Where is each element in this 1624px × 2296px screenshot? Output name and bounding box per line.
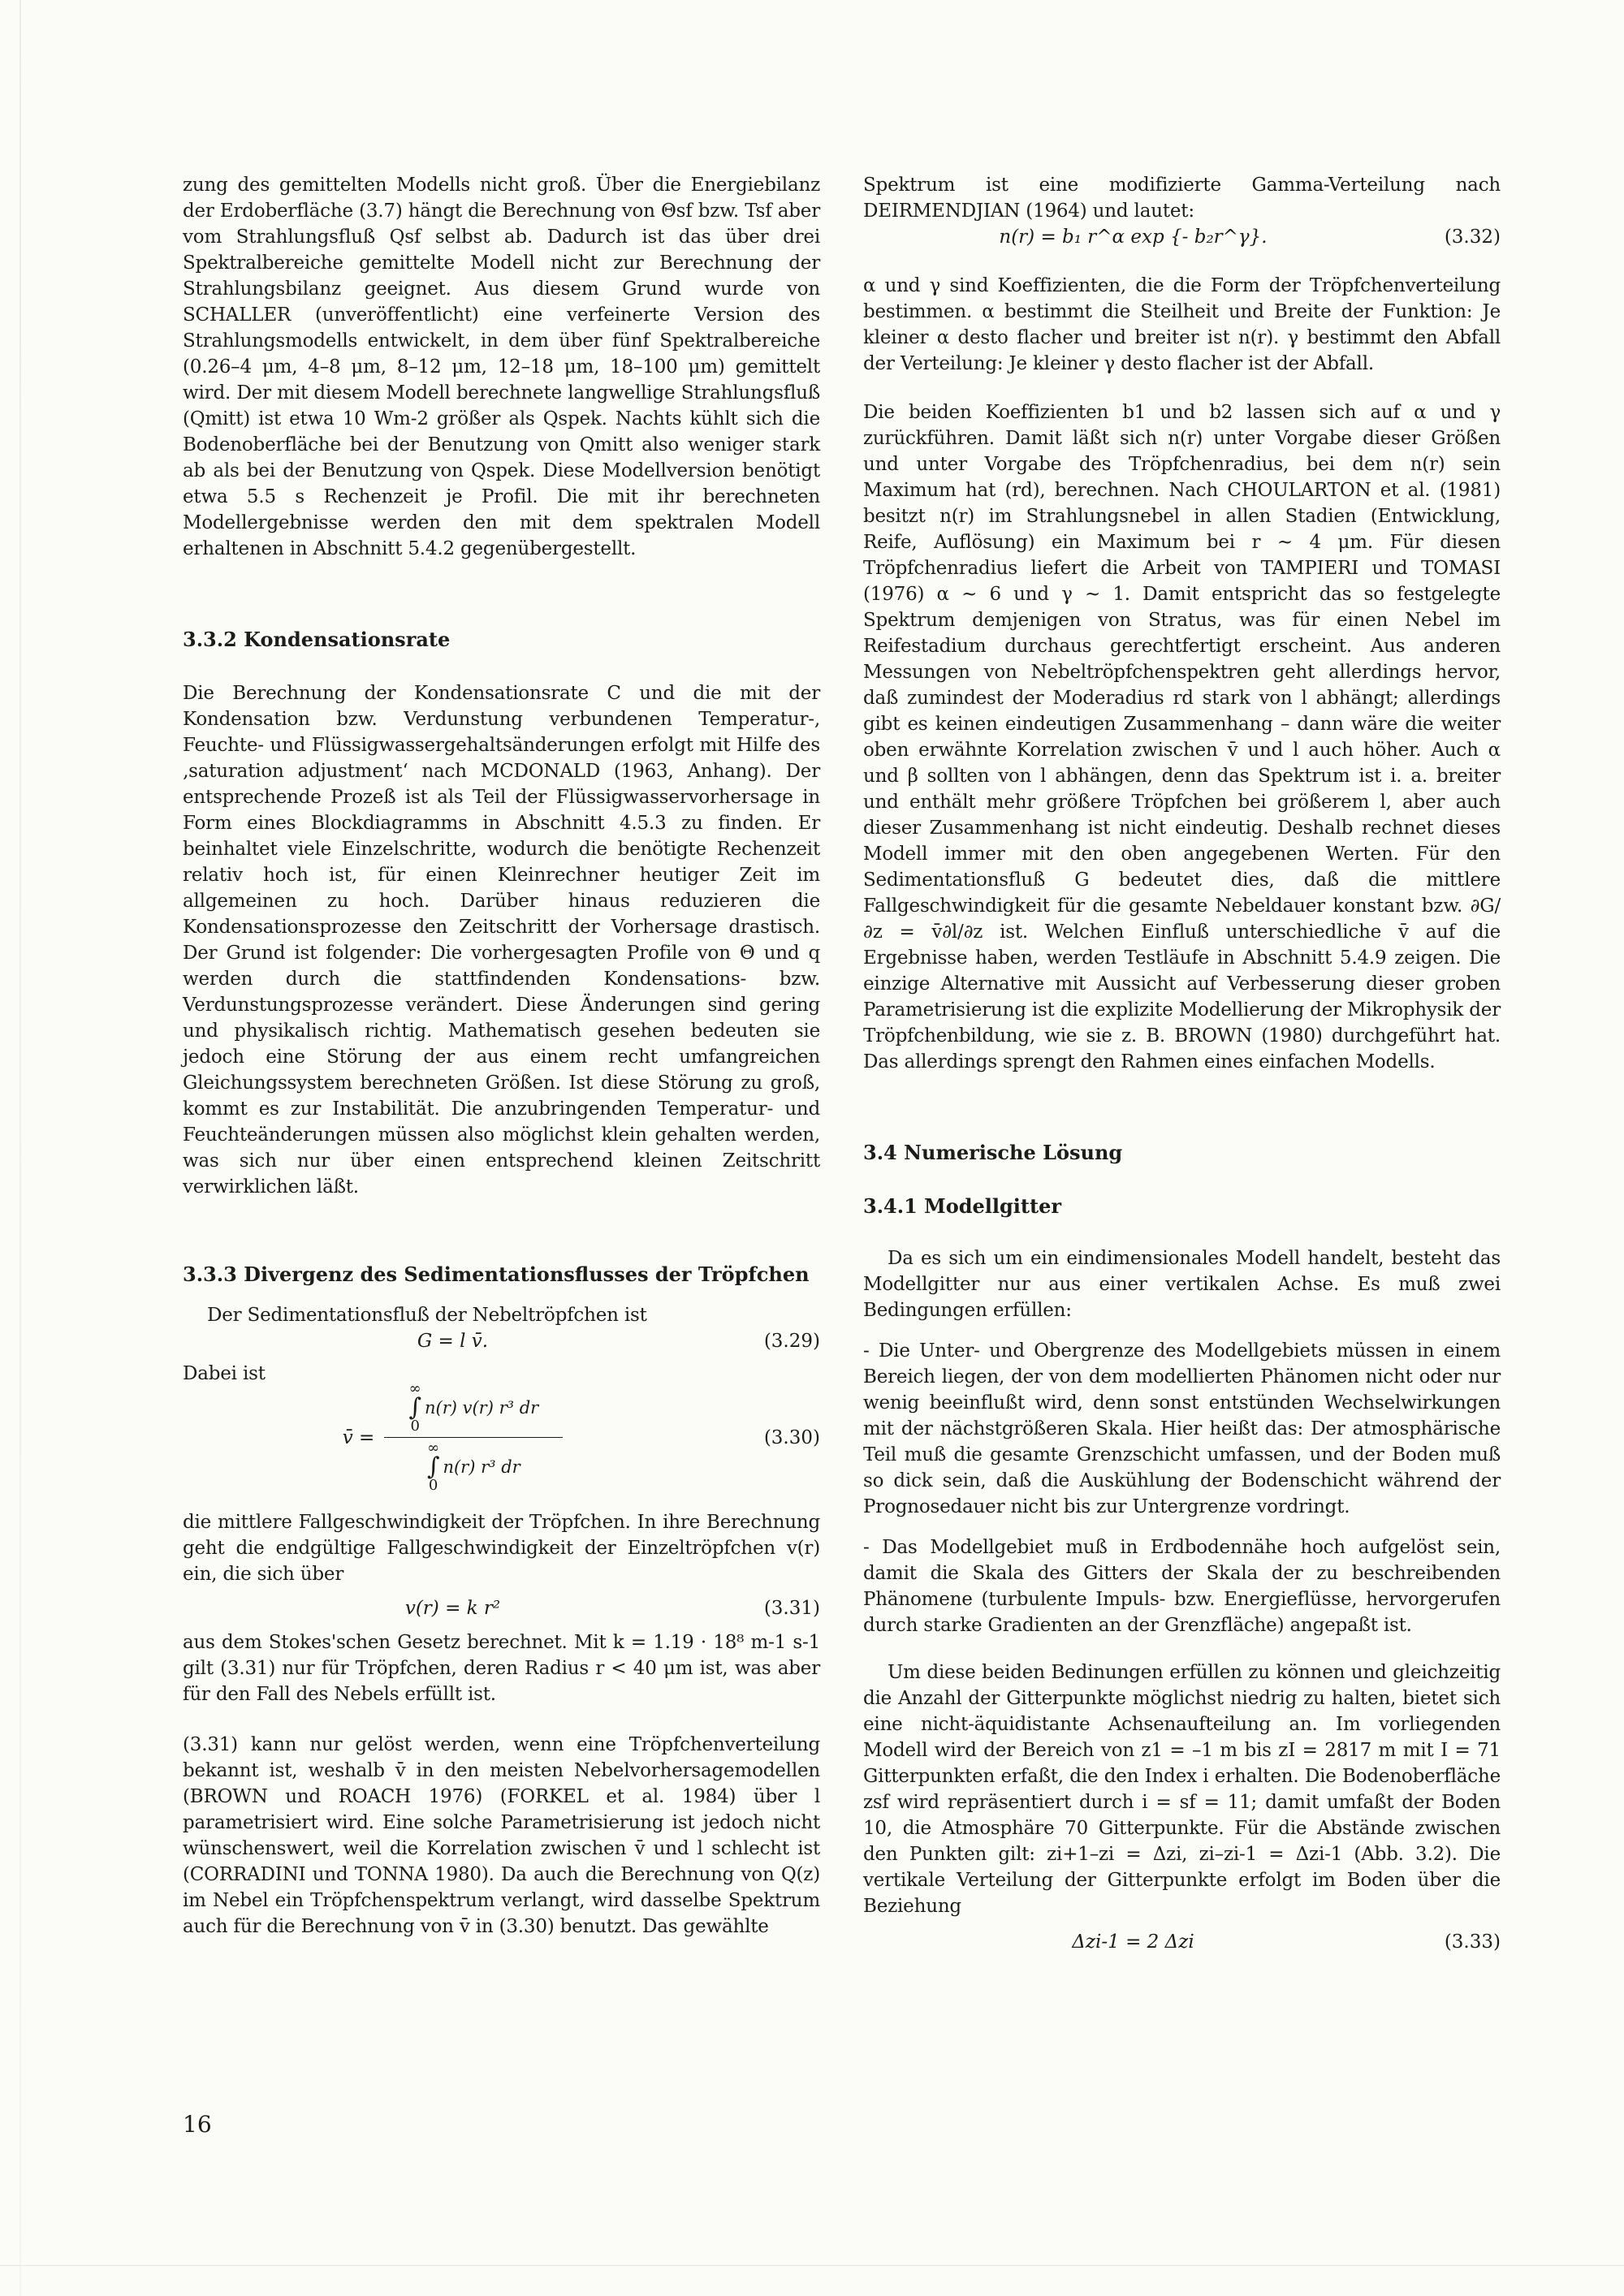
section-heading-3-3-2: 3.3.2 Kondensationsrate	[183, 628, 451, 651]
equation-3-31-formula: v(r) = k r²	[404, 1598, 501, 1619]
paragraph-radiation-model: zung des gemittelten Modells nicht groß. Über die Energiebilanz der Erdoberfläche (3.7) hängt die Berechnung von Θsf bzw. Tsf aber vom Strahlungsfluß Qsf selbst ab. Dadurch ist das über drei Spektralbereiche gemittelte Modell nicht zur Berechnung der Strahlungsbilanz geeignet. Aus diesem Grund wurde von SCHALLER (unveröffentlicht) eine verfeinerte Version des Strahlungsmodells entwickelt, in dem über fünf Spektralbereiche (0.26–4 μm, 4–8 μm, 8–12 μm, 12–18 μm, 18–100 μm) gemittelt wird. Der mit diesem Modell berechnete langwellige Strahlungsfluß (Qmitt) ist etwa 10 Wm-2 größer als Qspek. Nachts kühlt sich die Bodenoberfläche bei der Benutzung von Qmitt also weniger stark ab als bei der Benutzung von Qspek. Diese Modellversion benötigt etwa 5.5 s Rechenzeit je Profil. Die mit ihr berechneten Modellergebnisse werden den mit dem spektralen Modell erhaltenen in Abschnitt 5.4.2 gegenübergestellt.	[183, 175, 820, 559]
integral-denominator: ∞ ∫ 0	[426, 1439, 440, 1494]
equation-3-29	[183, 1328, 820, 1354]
paragraph-spectrum: Spektrum ist eine modifizierte Gamma-Verteilung nach DEIRMENDJIAN (1964) und lautet:	[863, 175, 1501, 222]
paragraph-condition-2: - Das Modellgebiet muß in Erdbodennähe hoch aufgelöst sein, damit die Skala des Gitters der Skala der zu beschreibenden Phänomene (turbulente Impuls- bzw. Energieflüsse, hervorgerufen durch starke Gradienten an der Grenzfläche) angepaßt ist.	[863, 1537, 1501, 1636]
equation-3-29-formula: G = l v̄.	[417, 1331, 489, 1352]
equation-3-32-formula: n(r) = b₁ r^α exp {- b₂r^γ}.	[999, 227, 1268, 248]
paragraph-condition-1: - Die Unter- und Obergrenze des Modellgebiets müssen in einem Bereich liegen, der von dem modellierten Phänomen nicht oder nur wenig beeinflußt wird, denn sonst entstünden Wechselwirkungen mit der nächstgrößeren Skala. Hier heißt das: Der atmosphärische Teil muß die gesamte Grenzschicht umfassen, und der Boden muß so dick sein, daß die Auskühlung der Bodenschicht während der Prognosedauer nicht bis zur Untergrenze vordringt.	[863, 1340, 1501, 1517]
paragraph-sedimentation-flux: Der Sedimentationsfluß der Nebeltröpfchen ist	[207, 1305, 647, 1326]
equation-3-31-number: (3.31)	[763, 1598, 820, 1619]
section-heading-3-4-1: 3.4.1 Modellgitter	[863, 1194, 1062, 1218]
paragraph-droplet-distribution: (3.31) kann nur gelöst werden, wenn eine Tröpfchenverteilung bekannt ist, weshalb v̄ in den meisten Nebelvorhersagemodellen (BROWN und ROACH 1976) (FORKEL et al. 1984) über l parametrisiert wird. Eine solche Parametrisierung ist jedoch nicht wünschenswert, weil die Korrelation zwischen v̄ und l schlecht ist (CORRADINI und TONNA 1980). Da auch die Berechnung von Q(z) im Nebel ein Tröpfchenspektrum verlangt, wird dasselbe Spektrum auch für die Berechnung von v̄ in (3.30) benutzt. Das gewählte	[183, 1734, 820, 1937]
equation-3-30-fraction	[384, 1382, 563, 1493]
paragraph-stokes-law: aus dem Stokes'schen Gesetz berechnet. Mit k = 1.19 · 18⁸ m-1 s-1 gilt (3.31) nur für Tröpfchen, deren Radius r < 40 μm ist, was aber für den Fall des Nebels erfüllt ist.	[183, 1632, 820, 1705]
equation-3-32	[863, 224, 1501, 250]
equation-3-29-number: (3.29)	[763, 1331, 820, 1352]
equation-3-30	[183, 1382, 820, 1493]
equation-3-30-lhs: v̄ =	[342, 1426, 375, 1448]
paragraph-mean-fall-velocity: die mittlere Fallgeschwindigkeit der Tröpfchen. In ihre Berechnung geht die endgültige Fallgeschwindigkeit der Einzeltröpfchen v(r) ein, die sich über	[183, 1512, 820, 1585]
page-number: 16	[183, 2111, 212, 2138]
left-column	[183, 172, 820, 1940]
fraction-bar	[384, 1437, 563, 1438]
page-edge-shadow	[19, 0, 21, 2296]
equation-3-30-number: (3.30)	[763, 1426, 820, 1448]
equation-3-32-number: (3.32)	[1444, 227, 1501, 248]
equation-3-33	[863, 1929, 1501, 1955]
paragraph-model-grid: Da es sich um ein eindimensionales Modell handelt, besteht das Modellgitter nur aus einer vertikalen Achse. Es muß zwei Bedingungen erfüllen:	[863, 1248, 1501, 1321]
section-heading-3-4: 3.4 Numerische Lösung	[863, 1141, 1123, 1164]
section-heading-3-3-3: 3.3.3 Divergenz des Sedimentationsflusses der Tröpfchen	[183, 1262, 810, 1286]
integral-numerator: ∞ ∫ 0	[408, 1380, 421, 1435]
paragraph-grid-axis: Um diese beiden Bedinungen erfüllen zu können und gleichzeitig die Anzahl der Gitterpunkte möglichst niedrig zu halten, bietet sich eine nicht-äquidistante Achsenaufteilung an. Im vorliegenden Modell wird der Bereich von z1 = –1 m bis zI = 2817 m mit I = 71 Gitterpunkten erfaßt, die den Index i erhalten. Die Bodenoberfläche zsf wird repräsentiert durch i = sf = 11; damit umfaßt der Boden 10, die Atmosphäre 70 Gitterpunkte. Für die Abstände zwischen den Punkten gilt: zi+1–zi = Δzi, zi–zi-1 = Δzi-1 (Abb. 3.2). Die vertikale Verteilung der Gitterpunkte erfolgt im Boden über die Beziehung	[863, 1662, 1501, 1917]
right-column	[863, 172, 1501, 1955]
equation-3-30-denominator: n(r) r³ dr	[443, 1457, 520, 1477]
text-dabei-ist: Dabei ist	[183, 1363, 266, 1384]
equation-3-33-number: (3.33)	[1444, 1931, 1501, 1953]
equation-3-33-formula: Δzi-1 = 2 Δzi	[1072, 1931, 1194, 1953]
equation-3-31	[183, 1595, 820, 1621]
equation-3-30-numerator: n(r) v(r) r³ dr	[425, 1398, 539, 1418]
paragraph-coefficients: α und γ sind Koeffizienten, die die Form der Tröpfchenverteilung bestimmen. α bestimmt die Steilheit und Breite der Funktion: Je kleiner α desto flacher und breiter ist n(r). γ bestimmt den Abfall der Verteilung: Je kleiner γ desto flacher ist der Abfall.	[863, 275, 1501, 374]
page-bottom-edge	[0, 2265, 1624, 2266]
paragraph-condensation-rate: Die Berechnung der Kondensationsrate C und die mit der Kondensation bzw. Verdunstung verbundenen Temperatur-, Feuchte- und Flüssigwassergehaltsänderungen erfolgt mit Hilfe des ‚saturation adjustment‘ nach MCDONALD (1963, Anhang). Der entsprechende Prozeß ist als Teil der Flüssigwasservorhersage in Form eines Blockdiagramms in Abschnitt 4.5.3 zu finden. Er beinhaltet viele Einzelschritte, wodurch die benötigte Rechenzeit relativ hoch ist, für einen Kleinrechner heutiger Zeit im allgemeinen zu hoch. Darüber hinaus reduzieren die Kondensationsprozesse den Zeitschritt der Vorhersage drastisch. Der Grund ist folgender: Die vorhergesagten Profile von Θ und q werden durch die stattfindenden Kondensations- bzw. Verdunstungsprozesse verändert. Diese Änderungen sind gering und physikalisch richtig. Mathematisch gesehen bedeuten sie jedoch eine Störung der aus einem recht umfangreichen Gleichungssystem berechneten Größen. Ist diese Störung zu groß, kommt es zur Instabilität. Die anzubringenden Temperatur- und Feuchteänderungen müssen also möglichst klein gehalten werden, was sich nur über einen entsprechend kleinen Zeitschritt verwirklichen läßt.	[183, 683, 820, 1198]
paragraph-b1-b2: Die beiden Koeffizienten b1 und b2 lassen sich auf α und γ zurückführen. Damit läßt sich n(r) unter Vorgabe dieser Größen und unter Vorgabe des Tröpfchenradius, bei dem n(r) sein Maximum hat (rd), berechnen. Nach CHOULARTON et al. (1981) besitzt n(r) im Strahlungsnebel in allen Stadien (Entwicklung, Reife, Auflösung) ein Maximum bei r ~ 4 μm. Für diesen Tröpfchenradius liefert die Arbeit von TAMPIERI und TOMASI (1976) α ~ 6 und γ ~ 1. Damit entspricht das so festgelegte Spektrum demjenigen von Stratus, was für einen Nebel im Reifestadium durchaus gerechtfertigt erscheint. Aus anderen Messungen von Nebeltröpfchenspektren geht allerdings hervor, daß zumindest der Moderadius rd stark von l abhängt; allerdings gibt es keinen eindeutigen Zusammenhang – dann wäre die weiter oben erwähnte Korrelation zwischen v̄ und l auch höher. Auch α und β sollten von l abhängen, denn das Spektrum ist i. a. breiter und enthält mehr größere Tröpfchen bei größerem l, aber auch dieser Zusammenhang ist nicht eindeutig. Deshalb rechnet dieses Modell immer mit den oben angegebenen Werten. Für den Sedimentationsfluß G bedeutet dies, daß die mittlere Fallgeschwindigkeit für die gesamte Nebeldauer konstant bzw. ∂G/∂z = v̄∂l/∂z ist. Welchen Einfluß unterschiedliche v̄ auf die Ergebnisse haben, werden Testläufe in Abschnitt 5.4.9 zeigen. Die einzige Alternative mit Aussicht auf Verbesserung dieser groben Parametrisierung ist die explizite Modellierung der Mikrophysik der Tröpfchenbildung, wie sie z. B. BROWN (1980) durchgeführt hat. Das allerdings sprengt den Rahmen eines einfachen Modells.	[863, 402, 1501, 1072]
